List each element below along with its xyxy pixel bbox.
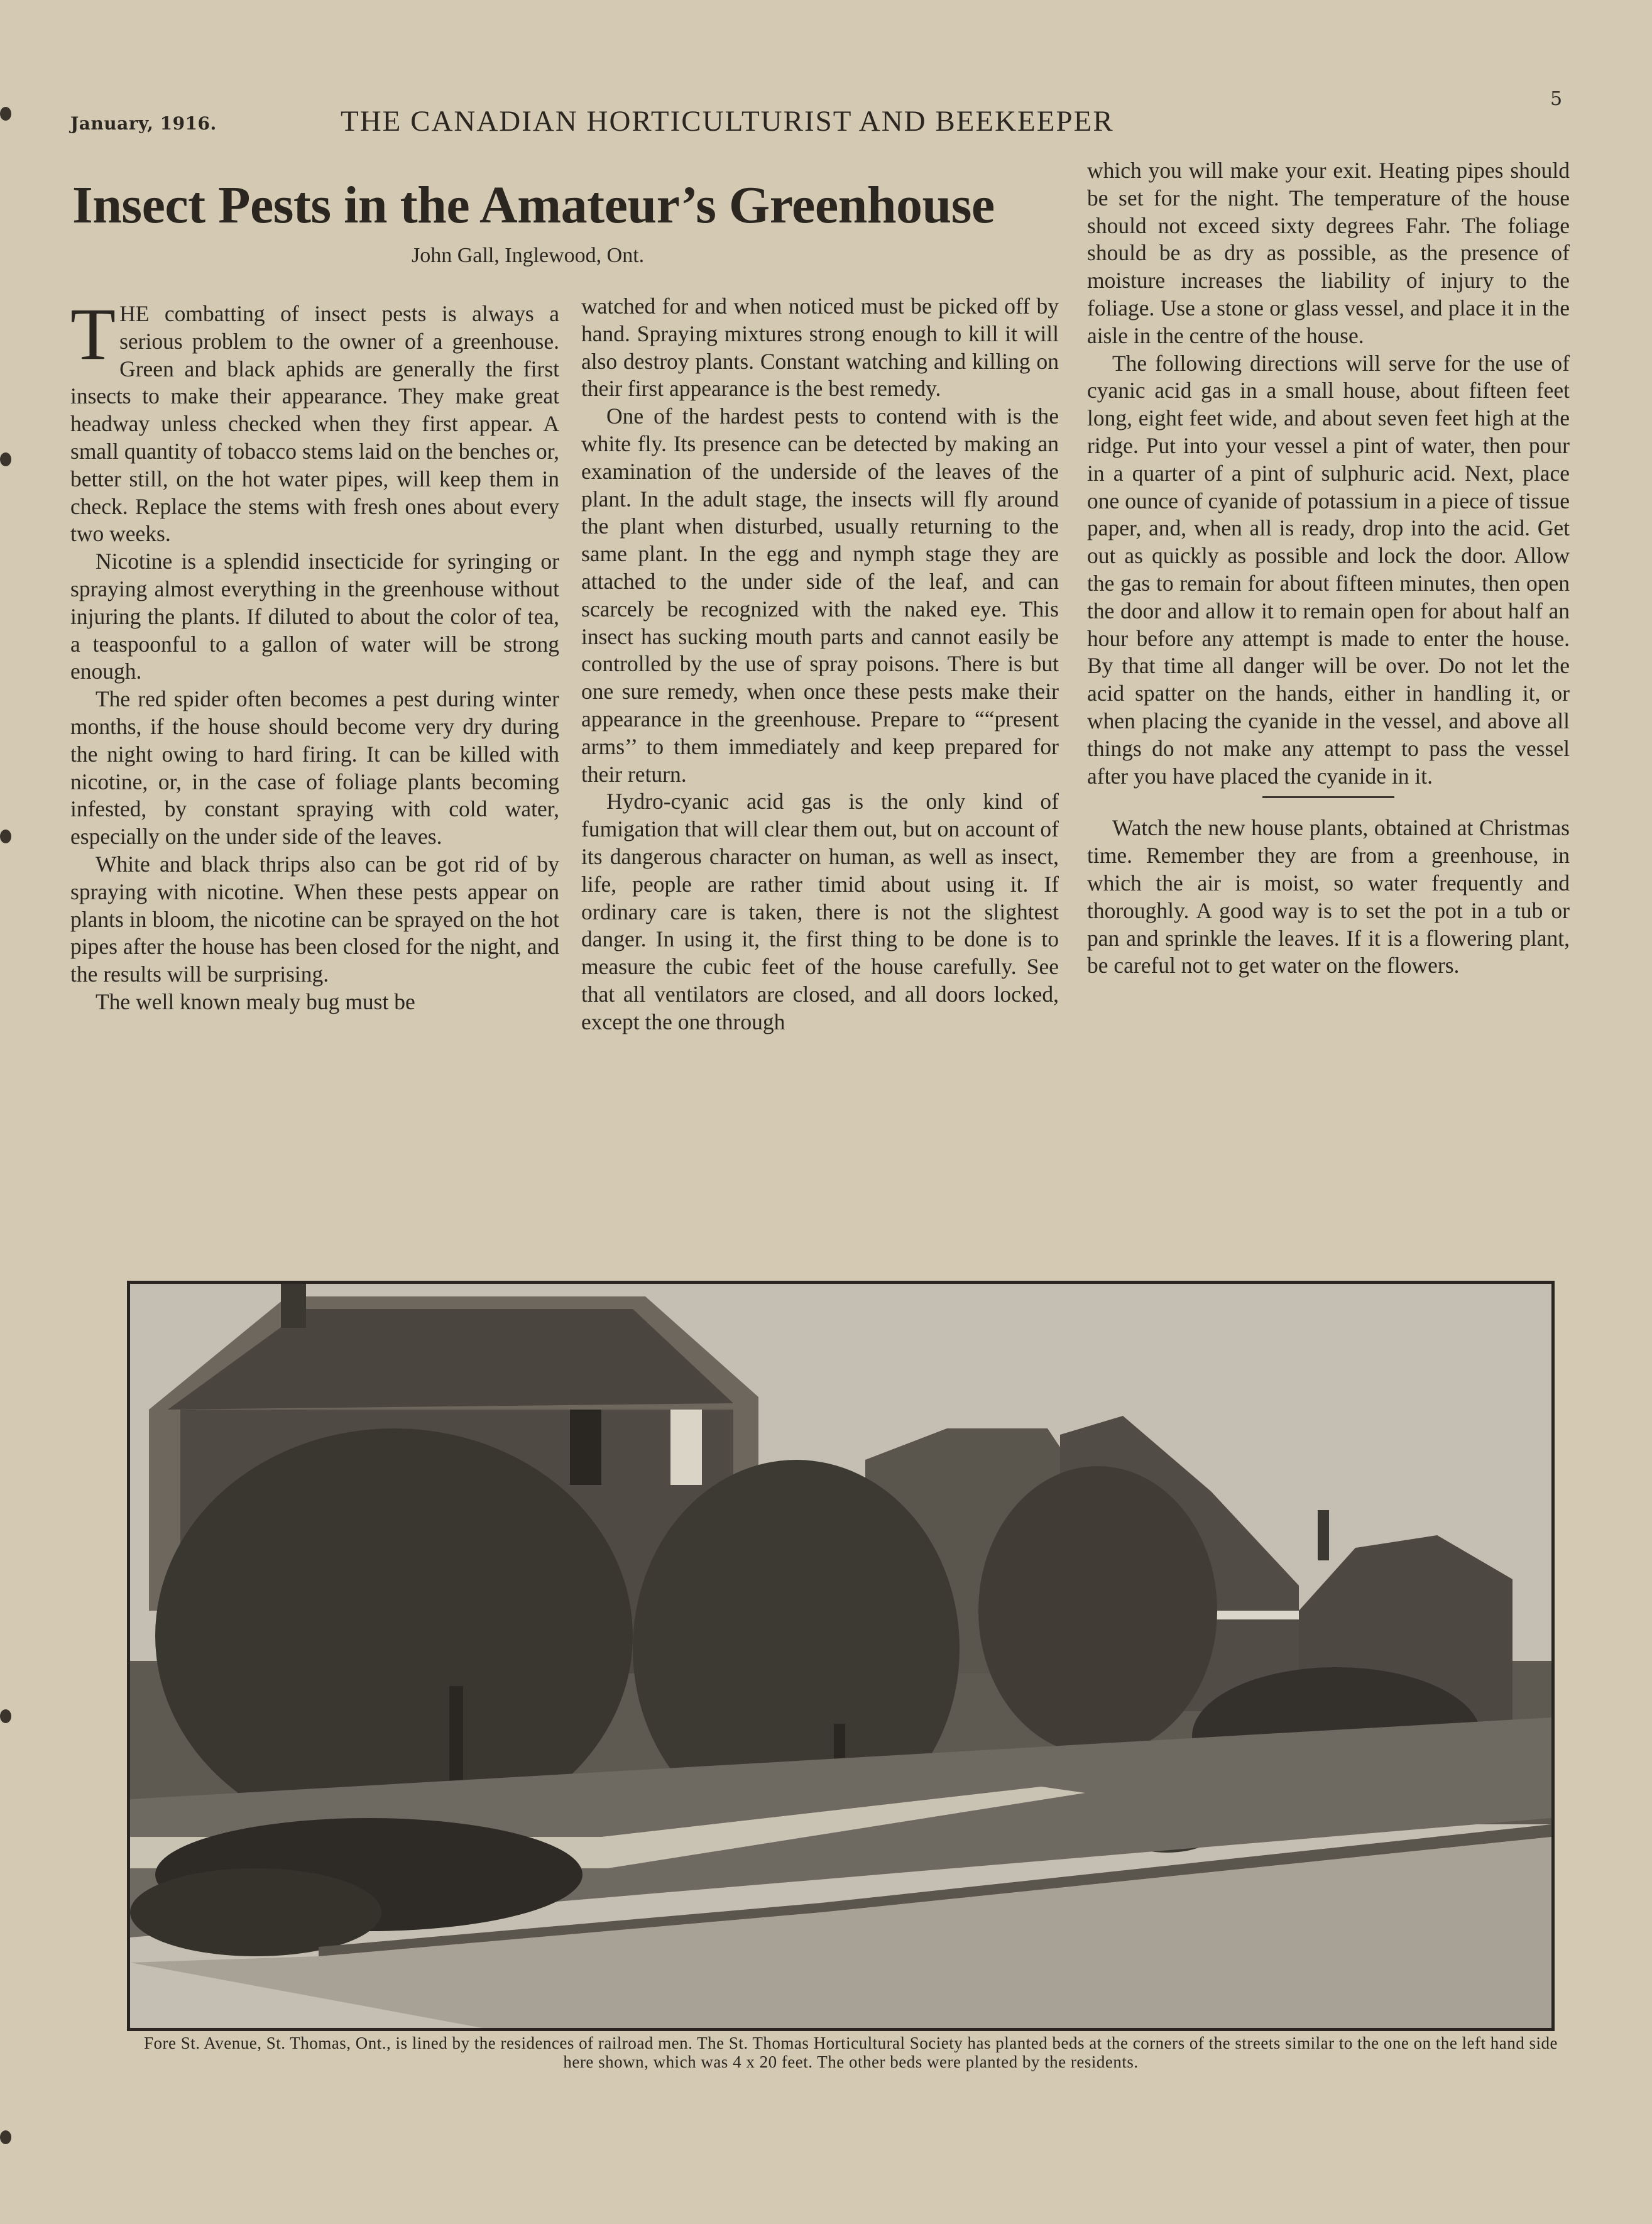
issue-date: January, 1916. [70,113,217,134]
note-paragraph: Watch the new house plants, obtained at Christmas time. Remember they are from a greenhouse, in which the air is moist, so water frequently and thoroughly. A good way is to set the pot in a tub or pan and sprinkle the leaves. If it is a flowering plant, be careful not to get water on the flowers. [1087,815,1570,978]
paragraph: which you will make your exit. Heating pipes should be set for the night. The temperature of the house should not exceed sixty degrees Fahr. The foliage should be as dry as possible, as the presence of moisture increases the liability of injury to the foliage. Use a stone or glass vessel, and place it in the aisle in the centre of the house. [1087,158,1570,348]
binding-hole [0,830,11,843]
text-column-3 [1087,157,1570,980]
page-number: 5 [1550,88,1563,110]
paragraph: Hydro-cyanic acid gas is the only kind of fumigation that will clear them out, but on account of its dangerous character on human, as well as insect, life, people are rather timid about using it. If ordinary care is taken, there is not the slightest danger. In using it, the first thing to be done is to measure the cubic feet of the house carefully. See that all ventilators are closed, and all doors locked, except the one through [581,789,1059,1034]
article-title: Insect Pests in the Amateur’s Greenhouse [72,176,995,234]
section-divider [1262,796,1394,798]
byline: John Gall, Inglewood, Ont. [412,244,645,267]
paragraph: The following directions will serve for the use of cyanic acid gas in a small house, about fifteen feet long, eight feet wide, and about seven feet high at the ridge. Put into your vessel a pint of water, then pour in a quarter of a pint of sulphuric acid. Next, place one ounce of cyanide of potassium in a piece of tissue paper, and, when all is ready, drop into the acid. Get out as quickly as possible and lock the door. Allow the gas to remain for about fifteen minutes, then open the door and allow it to remain open for about half an hour before any attempt is made to enter the house. By that time all danger will be over. Do not let the acid spatter on the hands, either in handling it, or when placing the cyanide in the vessel, and above all things do not make any attempt to pass the vessel after you have placed the cyanide in it. [1087,350,1570,789]
paragraph: THE combatting of insect pests is always a serious problem to the owner of a greenhouse. Green and black aphids are generally the first insects to make their appearance. They make great headway unless checked when they first appear. A small quantity of tobacco stems laid on the benches or, better still, on the hot water pipes, will keep them in check. Replace the stems with fresh ones about every two weeks. [70,293,559,547]
journal-title: THE CANADIAN HORTICULTURIST AND BEEKEEPER [341,105,1114,138]
paragraph: One of the hardest pests to contend with is the white fly. Its presence can be detected by making an examination of the underside of the leaves of the plant. In the adult stage, the insects will fly around the plant when disturbed, usually returning to the same plant. In the egg and nymph stage they are attached to the under side of the leaf, and can scarcely be recognized with the naked eye. This insect has sucking mouth parts and cannot easily be controlled by the use of spray poisons. There is but one sure remedy, when once these pests make their appearance in the greenhouse. Prepare to ““present arms’’ to them immediately and keep prepared for their return. [581,403,1059,787]
street-photograph [127,1281,1555,2031]
paragraph: watched for and when noticed must be picked off by hand. Spraying mixtures strong enough to kill it will also destroy plants. Constant watching and killing on their first appearance is the best remedy. [581,293,1059,402]
paragraph: The well known mealy bug must be [96,989,415,1014]
binding-hole [0,2130,11,2144]
binding-hole [0,1709,11,1723]
paragraph: The red spider often becomes a pest during winter months, if the house should become very dry during the night owing to hard firing. It can be killed with nicotine, or, in the case of foliage plants becoming infested, by constant spraying with cold water, especially on the under side of the leaves. [70,686,559,850]
text-column-1 [70,293,559,1016]
paragraph: White and black thrips also can be got rid of by spraying with nicotine. When these pests appear on plants in bloom, the nicotine can be sprayed on the hot pipes after the house has been closed for the night, and the results will be surprising. [70,851,559,987]
photo-caption: Fore St. Avenue, St. Thomas, Ont., is lined by the residences of railroad men. The St. Thomas Horticultural Society has planted beds at the corners of the streets similar to the one on the left hand side here shown, which was 4 x 20 feet. The other beds were planted by the residents. [143,2034,1558,2071]
drop-cap: T [70,293,116,375]
paragraph: Nicotine is a splendid insecticide for syringing or spraying almost everything in the greenhouse without injuring the plants. If diluted to about the color of tea, a teaspoonful to a gallon of water will be strong enough. [70,549,559,684]
text-column-2 [581,293,1059,1036]
binding-hole [0,452,11,466]
binding-hole [0,107,11,121]
street-scene-illustration [130,1284,1551,2028]
